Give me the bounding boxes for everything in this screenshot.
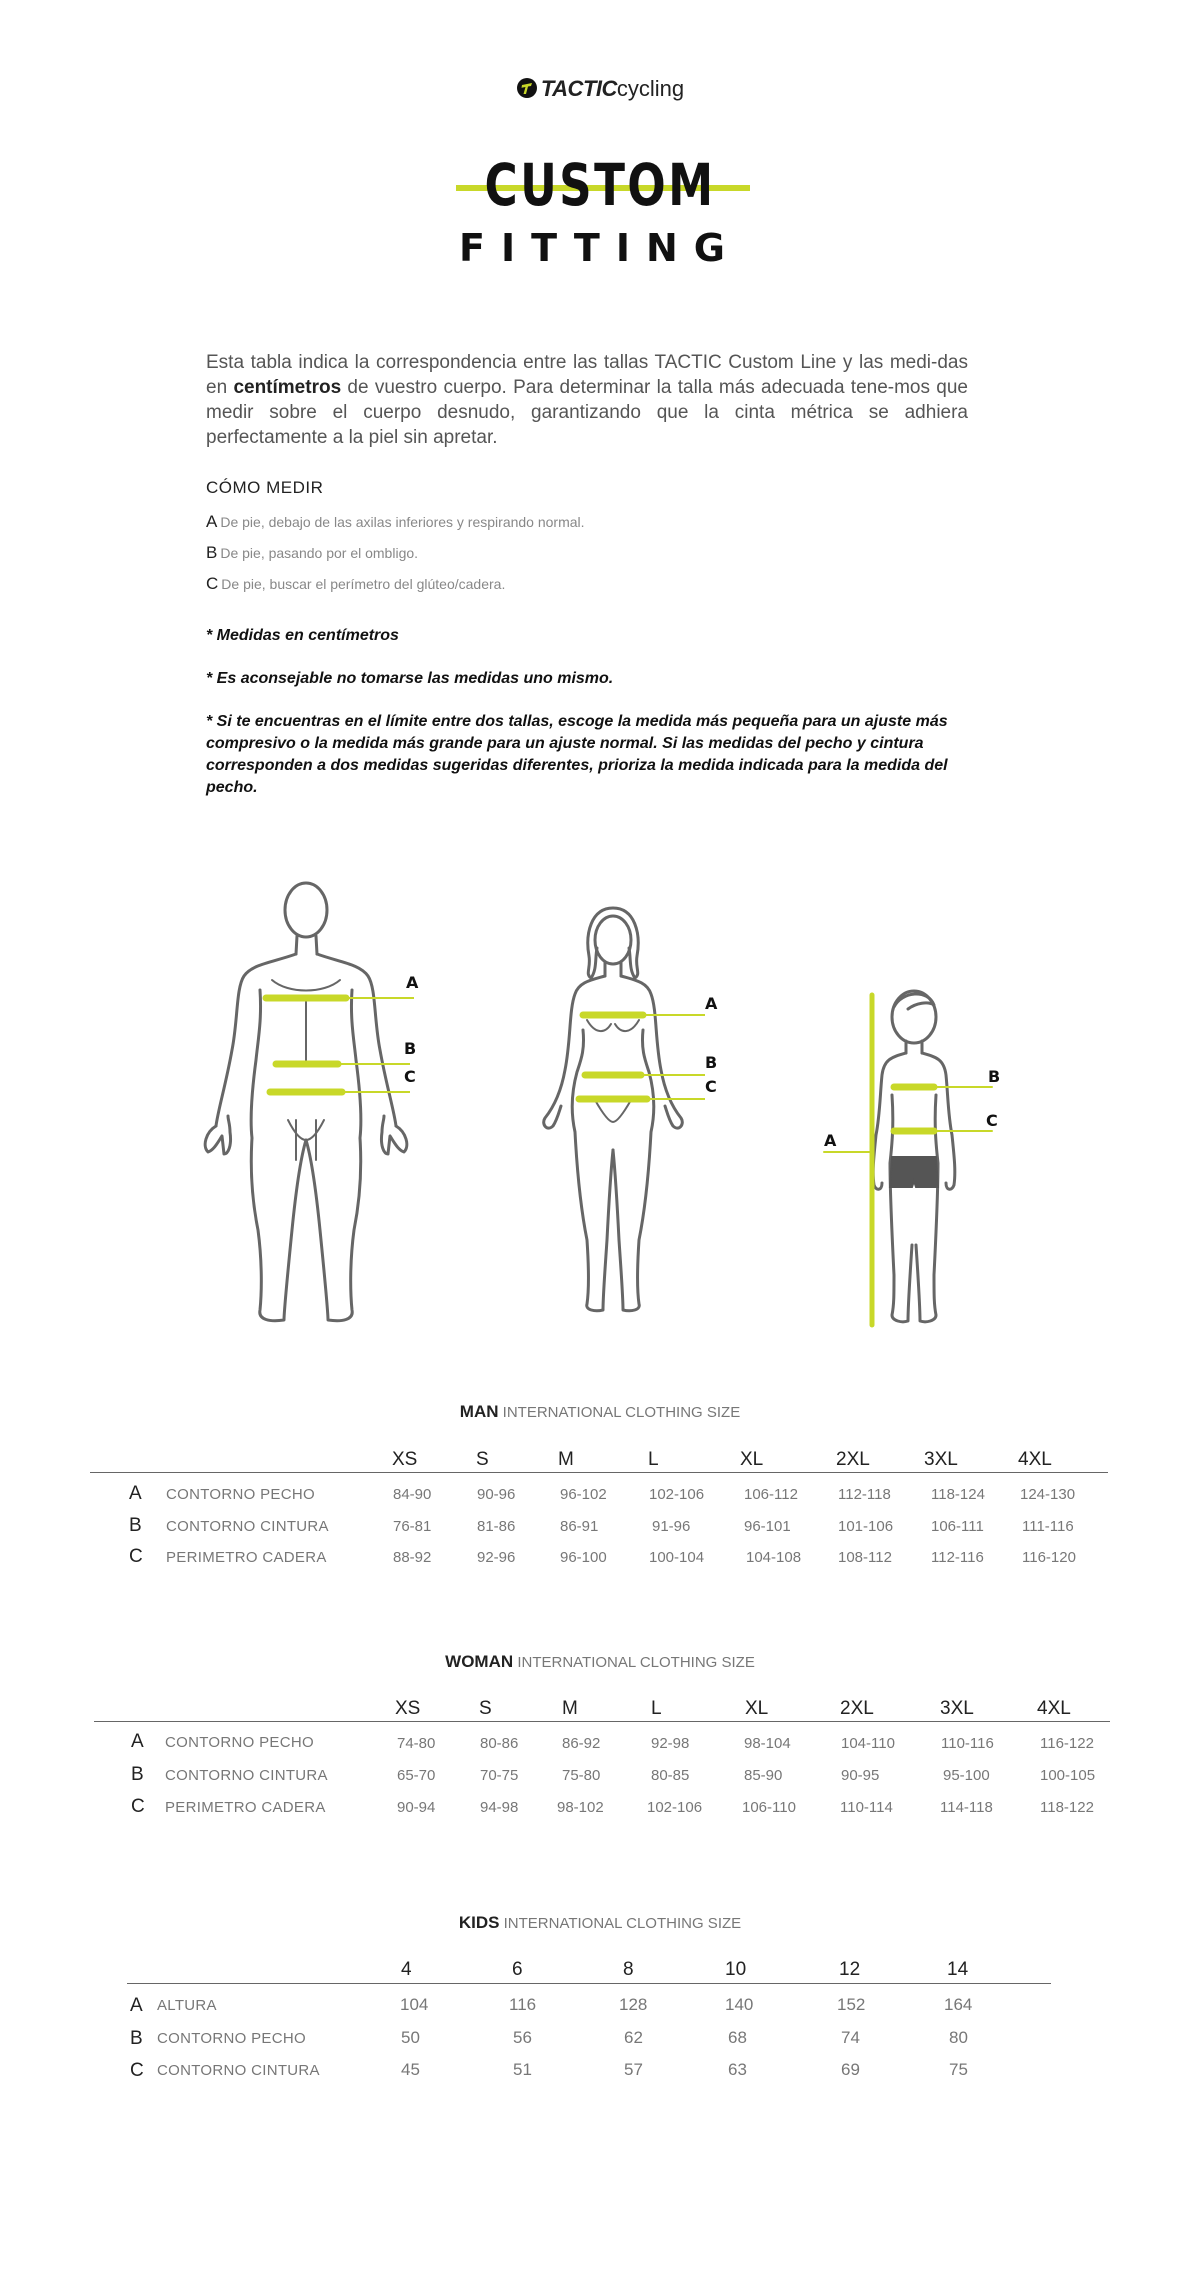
table-cell: 51 <box>513 2060 532 2079</box>
woman-size-header: 2XL <box>840 1698 874 1719</box>
man-size-header: XS <box>392 1449 418 1470</box>
woman-figure-illustration <box>535 900 735 1330</box>
table-cell: 108-112 <box>838 1549 892 1566</box>
row-letter: A <box>130 1995 143 2016</box>
table-cell: 90-94 <box>397 1799 436 1816</box>
row-letter: B <box>129 1515 142 1536</box>
kid-figure-illustration <box>810 985 1010 1330</box>
table-cell: 112-116 <box>931 1549 984 1566</box>
row-letter: B <box>130 2028 143 2049</box>
page-subtitle: FITTING <box>459 226 741 270</box>
kids-size-header: 6 <box>512 1959 523 1980</box>
table-cell: 140 <box>725 1995 754 2014</box>
row-letter: A <box>131 1731 144 1752</box>
table-cell: 81-86 <box>477 1518 516 1535</box>
table-cell: 118-124 <box>931 1486 985 1503</box>
table-cell: 68 <box>728 2028 747 2047</box>
woman-size-header: XL <box>745 1698 769 1719</box>
table-cell: 124-130 <box>1020 1486 1076 1503</box>
table-cell: 88-92 <box>393 1549 432 1566</box>
tactic-logo-icon <box>516 77 538 99</box>
table-cell: 80-86 <box>480 1735 519 1752</box>
table-cell: 76-81 <box>393 1518 432 1535</box>
row-label: CONTORNO PECHO <box>166 1486 315 1503</box>
svg-text:C: C <box>705 1077 717 1096</box>
brand-suffix: cycling <box>616 76 685 101</box>
page-title: CUSTOM <box>484 151 716 219</box>
man-size-header: S <box>476 1449 489 1470</box>
table-cell: 116 <box>509 1995 537 2014</box>
kids-size-header: 8 <box>623 1959 634 1980</box>
table-cell: 98-102 <box>557 1799 604 1816</box>
table-cell: 118-122 <box>1040 1799 1094 1816</box>
row-label: CONTORNO CINTURA <box>165 1767 328 1784</box>
table-cell: 94-98 <box>480 1799 519 1816</box>
table-cell: 116-120 <box>1022 1549 1076 1566</box>
brand-logo <box>0 76 1200 102</box>
table-cell: 57 <box>624 2060 643 2079</box>
intro-bold-unit: centímetros <box>233 377 342 398</box>
row-label: ALTURA <box>157 1997 217 2014</box>
table-cell: 90-96 <box>477 1486 516 1503</box>
table-cell: 56 <box>513 2028 532 2047</box>
table-cell: 85-90 <box>744 1767 783 1784</box>
table-cell: 112-118 <box>838 1486 891 1503</box>
table-cell: 63 <box>728 2060 747 2079</box>
table-cell: 104 <box>400 1995 429 2014</box>
table-cell: 65-70 <box>397 1767 436 1784</box>
table-cell: 96-102 <box>560 1486 607 1503</box>
table-cell: 116-122 <box>1040 1735 1094 1752</box>
como-medir-heading: CÓMO MEDIR <box>206 478 324 497</box>
svg-text:B: B <box>404 1039 417 1058</box>
man-size-header: M <box>558 1449 574 1470</box>
man-size-header: XL <box>740 1449 764 1470</box>
table-cell: 75 <box>949 2060 968 2079</box>
row-letter: C <box>129 1546 143 1567</box>
table-cell: 100-104 <box>649 1549 705 1566</box>
woman-size-header: 3XL <box>940 1698 974 1719</box>
table-cell: 92-96 <box>477 1549 516 1566</box>
svg-text:A: A <box>824 1131 837 1150</box>
woman-size-header: M <box>562 1698 578 1719</box>
table-cell: 114-118 <box>940 1799 993 1816</box>
kids-size-header: 12 <box>839 1959 861 1980</box>
man-size-header: 3XL <box>924 1449 958 1470</box>
table-cell: 100-105 <box>1040 1767 1096 1784</box>
table-cell: 110-114 <box>840 1799 893 1816</box>
table-cell: 50 <box>401 2028 420 2047</box>
row-letter: A <box>129 1483 142 1504</box>
table-cell: 111-116 <box>1022 1518 1074 1535</box>
table-cell: 102-106 <box>647 1799 703 1816</box>
table-cell: 80 <box>949 2028 968 2047</box>
kids-table-rule <box>127 1983 1051 1984</box>
note-size-limit: * Si te encuentras en el límite entre dos tallas, escoge la medida más pequeña para un ajuste más compresivo o la medida más grande para un ajuste normal. Si las medidas del pecho y cintura corresponden a dos medidas sugeridas diferentes, prioriza la medida indicada para la medida del pecho. <box>206 713 948 796</box>
table-cell: 86-91 <box>560 1518 599 1535</box>
kids-table-title: KIDS INTERNATIONAL CLOTHING SIZE <box>458 1913 742 1932</box>
row-letter: C <box>131 1796 145 1817</box>
table-cell: 152 <box>837 1995 866 2014</box>
woman-table-title: WOMAN INTERNATIONAL CLOTHING SIZE <box>445 1652 755 1671</box>
row-label: PERIMETRO CADERA <box>165 1799 326 1816</box>
woman-size-header: S <box>479 1698 492 1719</box>
row-label: CONTORNO CINTURA <box>166 1518 329 1535</box>
table-cell: 75-80 <box>562 1767 601 1784</box>
woman-table-rule <box>94 1721 1110 1722</box>
table-cell: 101-106 <box>838 1518 894 1535</box>
table-cell: 45 <box>401 2060 420 2079</box>
measure-item-c: C De pie, buscar el perímetro del glúteo/cadera. <box>206 574 506 593</box>
table-cell: 128 <box>619 1995 648 2014</box>
note-self-measure: * Es aconsejable no tomarse las medidas uno mismo. <box>206 670 614 687</box>
table-cell: 95-100 <box>943 1767 990 1784</box>
man-size-header: 2XL <box>836 1449 870 1470</box>
kids-size-header: 4 <box>401 1959 412 1980</box>
table-cell: 106-111 <box>931 1518 984 1535</box>
woman-size-header: XS <box>395 1698 421 1719</box>
intro-paragraph: Esta tabla indica la correspondencia entre las tallas TACTIC Custom Line y las medi-das en centímetros de vuestro cuerpo. Para determinar la talla más adecuada tene-mos que medir sobre el cuerpo desnudo, garantizando que la cinta métrica se adhiera perfectamente a la piel sin apretar. <box>206 352 968 448</box>
table-cell: 92-98 <box>651 1735 690 1752</box>
man-size-header: L <box>648 1449 659 1470</box>
svg-text:B: B <box>705 1053 718 1072</box>
table-cell: 96-100 <box>560 1549 607 1566</box>
row-label: PERIMETRO CADERA <box>166 1549 327 1566</box>
table-cell: 96-101 <box>744 1518 791 1535</box>
table-cell: 80-85 <box>651 1767 690 1784</box>
table-cell: 74-80 <box>397 1735 436 1752</box>
table-cell: 90-95 <box>841 1767 880 1784</box>
table-cell: 102-106 <box>649 1486 705 1503</box>
table-cell: 110-116 <box>941 1735 994 1752</box>
row-label: CONTORNO PECHO <box>165 1734 314 1751</box>
svg-text:A: A <box>406 973 419 992</box>
kids-size-header: 14 <box>947 1959 969 1980</box>
table-cell: 91-96 <box>652 1518 691 1535</box>
man-figure-illustration <box>200 870 440 1330</box>
man-table-title: MAN INTERNATIONAL CLOTHING SIZE <box>459 1402 741 1421</box>
row-label: CONTORNO CINTURA <box>157 2062 320 2079</box>
table-cell: 164 <box>944 1995 973 2014</box>
svg-text:C: C <box>986 1111 998 1130</box>
table-cell: 98-104 <box>744 1735 791 1752</box>
row-letter: C <box>130 2060 144 2081</box>
table-cell: 62 <box>624 2028 643 2047</box>
brand-name: TACTIC <box>540 76 617 101</box>
table-cell: 84-90 <box>393 1486 432 1503</box>
svg-text:C: C <box>404 1067 416 1086</box>
row-letter: B <box>131 1764 144 1785</box>
table-cell: 104-108 <box>746 1549 802 1566</box>
table-cell: 106-112 <box>744 1486 798 1503</box>
woman-size-header: 4XL <box>1037 1698 1071 1719</box>
table-cell: 86-92 <box>562 1735 601 1752</box>
svg-text:B: B <box>988 1067 1001 1086</box>
table-cell: 74 <box>841 2028 860 2047</box>
row-label: CONTORNO PECHO <box>157 2030 306 2047</box>
note-centimeters: * Medidas en centímetros <box>206 627 399 644</box>
kids-size-header: 10 <box>725 1959 747 1980</box>
man-table-rule <box>90 1472 1108 1473</box>
table-cell: 69 <box>841 2060 860 2079</box>
measure-item-b: B De pie, pasando por el ombligo. <box>206 543 419 562</box>
table-cell: 104-110 <box>841 1735 895 1752</box>
table-cell: 70-75 <box>480 1767 519 1784</box>
woman-size-header: L <box>651 1698 662 1719</box>
man-size-header: 4XL <box>1018 1449 1052 1470</box>
svg-text:A: A <box>705 994 718 1013</box>
measure-item-a: A De pie, debajo de las axilas inferiores y respirando normal. <box>206 512 585 531</box>
table-cell: 106-110 <box>742 1799 796 1816</box>
